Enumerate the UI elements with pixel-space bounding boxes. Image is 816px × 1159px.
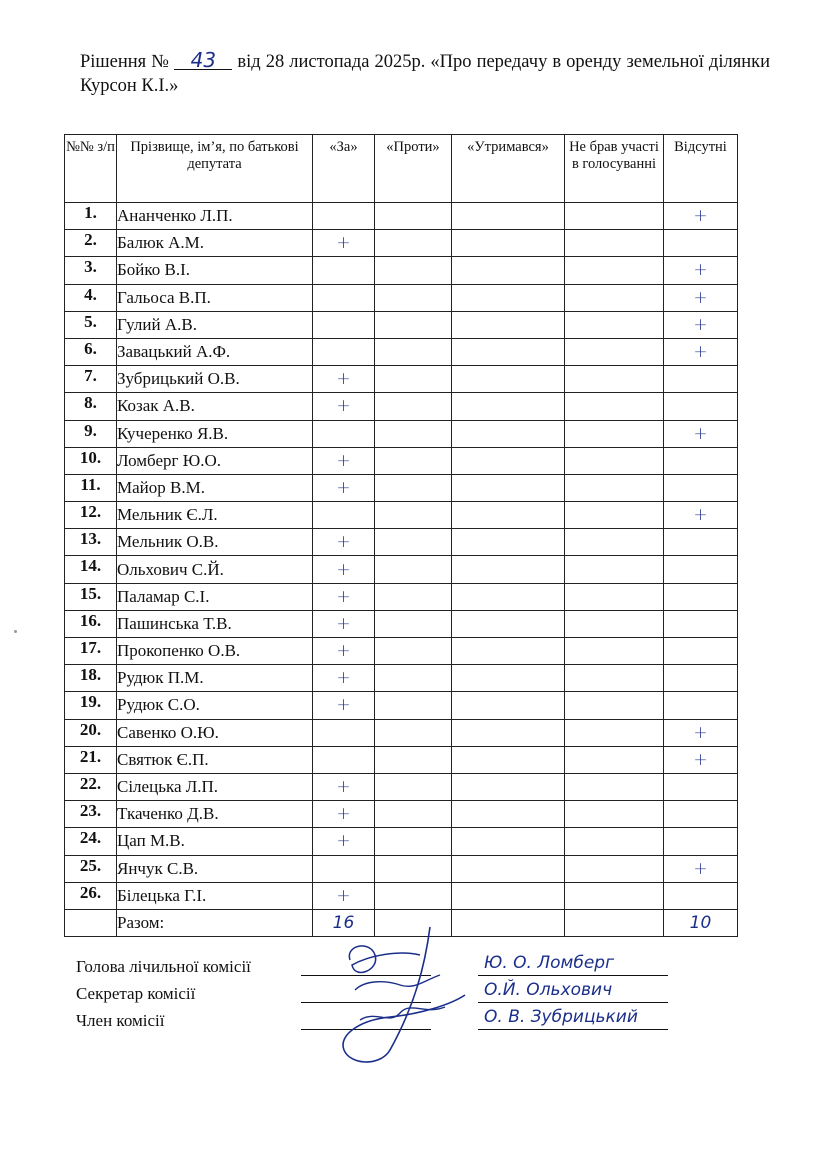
table-row [65,746,738,773]
vote-utrym-cell [452,692,565,719]
vote-proty-cell [375,828,452,855]
absent-mark: + [664,746,738,773]
table-row [65,665,738,692]
absent-mark: + [664,311,738,338]
vote-proty-cell [375,719,452,746]
vote-utrym-cell [452,502,565,529]
vote-proty-cell [375,801,452,828]
table-row [65,420,738,447]
row-number: 7. [65,366,117,393]
table-row [65,638,738,665]
col-ne-brav: Не брав участі в голосуванні [565,135,664,203]
table-row [65,447,738,474]
vote-utrym-cell [452,366,565,393]
vote-za-mark: + [313,366,375,393]
vote-za-mark: + [313,801,375,828]
vote-utrym-cell [452,311,565,338]
vote-nebrav-cell [565,855,664,882]
table-row [65,882,738,909]
decision-title [80,50,770,98]
table-row [65,311,738,338]
scan-speck [14,630,17,633]
deputy-name: Паламар С.І. [117,583,313,610]
deputy-name: Кучеренко Я.В. [117,420,313,447]
table-row [65,773,738,800]
chair-name: Ю. О. Ломберг [484,953,615,973]
absent-mark [664,366,738,393]
vote-proty-cell [375,447,452,474]
vote-utrym-cell [452,556,565,583]
deputy-name: Прокопенко О.В. [117,638,313,665]
vote-nebrav-cell [565,665,664,692]
vote-za-mark [313,420,375,447]
vote-proty-cell [375,855,452,882]
vote-proty-cell [375,338,452,365]
vote-za-mark: + [313,692,375,719]
vote-za-mark: + [313,583,375,610]
deputy-name: Цап М.В. [117,828,313,855]
member-role: Член комісії [76,1011,165,1030]
row-number: 18. [65,665,117,692]
absent-mark [664,828,738,855]
row-number: 19. [65,692,117,719]
deputy-name: Майор В.М. [117,474,313,501]
row-number: 20. [65,719,117,746]
table-row [65,474,738,501]
absent-mark [664,583,738,610]
deputy-name: Балюк А.М. [117,230,313,257]
vote-utrym-cell [452,230,565,257]
col-proty: «Проти» [375,135,452,203]
absent-mark [664,638,738,665]
vote-nebrav-cell [565,746,664,773]
row-number: 17. [65,638,117,665]
deputy-name: Зубрицький О.В. [117,366,313,393]
table-row [65,366,738,393]
vote-za-mark [313,855,375,882]
vote-proty-cell [375,203,452,230]
absent-mark: + [664,203,738,230]
vote-nebrav-cell [565,638,664,665]
vote-nebrav-cell [565,338,664,365]
vote-utrym-cell [452,447,565,474]
member-name: О. В. Зубрицький [484,1007,638,1027]
vote-nebrav-cell [565,366,664,393]
vote-za-mark [313,502,375,529]
row-number: 8. [65,393,117,420]
totals-za: 16 [313,909,375,936]
absent-mark [664,447,738,474]
row-number: 13. [65,529,117,556]
row-number: 10. [65,447,117,474]
vote-utrym-cell [452,665,565,692]
table-row [65,230,738,257]
deputy-name: Білецька Г.І. [117,882,313,909]
row-number: 3. [65,257,117,284]
vote-utrym-cell [452,882,565,909]
vote-utrym-cell [452,855,565,882]
absent-mark [664,556,738,583]
voting-table [64,134,738,937]
absent-mark: + [664,257,738,284]
vote-nebrav-cell [565,203,664,230]
table-row [65,203,738,230]
table-row [65,855,738,882]
totals-vidsutni: 10 [664,909,738,936]
vote-utrym-cell [452,719,565,746]
vote-za-mark [313,311,375,338]
absent-mark: + [664,719,738,746]
row-number: 22. [65,773,117,800]
vote-nebrav-cell [565,257,664,284]
col-vidsutni: Відсутні [664,135,738,203]
absent-mark [664,393,738,420]
absent-mark [664,529,738,556]
row-number: 14. [65,556,117,583]
absent-mark [664,773,738,800]
table-row [65,692,738,719]
absent-mark [664,610,738,637]
row-number: 5. [65,311,117,338]
vote-utrym-cell [452,583,565,610]
deputy-name: Гулий А.В. [117,311,313,338]
vote-nebrav-cell [565,420,664,447]
col-utrymavsya: «Утримався» [452,135,565,203]
table-row [65,583,738,610]
vote-nebrav-cell [565,311,664,338]
vote-nebrav-cell [565,556,664,583]
vote-za-mark: + [313,638,375,665]
table-row [65,529,738,556]
vote-proty-cell [375,610,452,637]
col-name: Прізвище, ім’я, по батькові депутата [117,135,313,203]
deputy-name: Пашинська Т.В. [117,610,313,637]
deputy-name: Мельник Є.Л. [117,502,313,529]
chair-role: Голова лічильної комісії [76,957,251,976]
name-line [478,1029,668,1030]
row-number: 23. [65,801,117,828]
deputy-name: Янчук С.В. [117,855,313,882]
vote-proty-cell [375,230,452,257]
table-row [65,719,738,746]
row-number: 11. [65,474,117,501]
vote-proty-cell [375,284,452,311]
table-row [65,828,738,855]
vote-za-mark [313,338,375,365]
vote-proty-cell [375,529,452,556]
deputy-name: Ольхович С.Й. [117,556,313,583]
vote-za-mark: + [313,556,375,583]
vote-nebrav-cell [565,882,664,909]
row-number: 2. [65,230,117,257]
vote-proty-cell [375,583,452,610]
totals-label: Разом: [117,909,313,936]
vote-nebrav-cell [565,828,664,855]
table-row [65,502,738,529]
decision-prefix: Рішення № [80,52,170,72]
vote-nebrav-cell [565,719,664,746]
deputy-name: Рудюк П.М. [117,665,313,692]
vote-proty-cell [375,366,452,393]
vote-proty-cell [375,692,452,719]
row-number: 15. [65,583,117,610]
deputy-name: Завацький А.Ф. [117,338,313,365]
vote-za-mark [313,746,375,773]
vote-utrym-cell [452,338,565,365]
absent-mark: + [664,338,738,365]
deputy-name: Бойко В.І. [117,257,313,284]
vote-za-mark: + [313,474,375,501]
table-body [65,203,738,910]
decision-number: 43 [174,51,232,70]
deputy-name: Ананченко Л.П. [117,203,313,230]
vote-nebrav-cell [565,230,664,257]
absent-mark: + [664,420,738,447]
vote-proty-cell [375,257,452,284]
deputy-name: Святюк Є.П. [117,746,313,773]
row-number: 1. [65,203,117,230]
vote-proty-cell [375,773,452,800]
vote-proty-cell [375,665,452,692]
vote-proty-cell [375,474,452,501]
vote-za-mark [313,719,375,746]
vote-nebrav-cell [565,773,664,800]
vote-nebrav-cell [565,447,664,474]
vote-nebrav-cell [565,529,664,556]
vote-utrym-cell [452,773,565,800]
totals-nebrav [565,909,664,936]
row-number: 6. [65,338,117,365]
vote-za-mark [313,284,375,311]
secretary-name: О.Й. Ольхович [484,980,613,1000]
vote-za-mark: + [313,665,375,692]
vote-nebrav-cell [565,583,664,610]
vote-za-mark: + [313,393,375,420]
vote-utrym-cell [452,284,565,311]
table-row [65,610,738,637]
deputy-name: Сілецька Л.П. [117,773,313,800]
vote-utrym-cell [452,746,565,773]
deputy-name: Савенко О.Ю. [117,719,313,746]
deputy-name: Козак А.В. [117,393,313,420]
absent-mark: + [664,284,738,311]
row-number: 25. [65,855,117,882]
totals-empty [65,909,117,936]
vote-za-mark: + [313,230,375,257]
vote-nebrav-cell [565,801,664,828]
vote-za-mark: + [313,529,375,556]
vote-proty-cell [375,311,452,338]
deputy-name: Рудюк С.О. [117,692,313,719]
vote-nebrav-cell [565,692,664,719]
absent-mark [664,692,738,719]
vote-proty-cell [375,638,452,665]
row-number: 9. [65,420,117,447]
absent-mark [664,230,738,257]
deputy-name: Ткаченко Д.В. [117,801,313,828]
table-row [65,801,738,828]
table-row [65,393,738,420]
row-number: 4. [65,284,117,311]
vote-nebrav-cell [565,610,664,637]
col-za: «За» [313,135,375,203]
vote-utrym-cell [452,529,565,556]
deputy-name: Ломберг Ю.О. [117,447,313,474]
table-header-row [65,135,738,203]
row-number: 12. [65,502,117,529]
vote-proty-cell [375,393,452,420]
vote-za-mark: + [313,828,375,855]
table-row [65,257,738,284]
col-number: №№ з/п [65,135,117,203]
deputy-name: Мельник О.В. [117,529,313,556]
vote-za-mark: + [313,882,375,909]
vote-nebrav-cell [565,502,664,529]
vote-nebrav-cell [565,393,664,420]
secretary-role: Секретар комісії [76,984,196,1003]
table-row [65,284,738,311]
decision-subject: від 28 листопада 2025р. «Про передачу в оренду земельної ділянки Курсон К.І.» [80,52,770,96]
absent-mark: + [664,502,738,529]
deputy-name: Гальоса В.П. [117,284,313,311]
handwritten-signature-icon [330,925,480,1070]
row-number: 21. [65,746,117,773]
absent-mark [664,665,738,692]
absent-mark [664,882,738,909]
absent-mark [664,474,738,501]
vote-utrym-cell [452,801,565,828]
vote-proty-cell [375,556,452,583]
vote-za-mark: + [313,447,375,474]
vote-utrym-cell [452,610,565,637]
table-row [65,556,738,583]
vote-utrym-cell [452,420,565,447]
vote-proty-cell [375,420,452,447]
vote-nebrav-cell [565,474,664,501]
name-line [478,975,668,976]
vote-utrym-cell [452,257,565,284]
vote-za-mark [313,203,375,230]
vote-utrym-cell [452,638,565,665]
vote-proty-cell [375,502,452,529]
name-line [478,1002,668,1003]
row-number: 16. [65,610,117,637]
vote-za-mark: + [313,610,375,637]
table-row [65,338,738,365]
absent-mark: + [664,855,738,882]
vote-proty-cell [375,882,452,909]
row-number: 24. [65,828,117,855]
vote-za-mark [313,257,375,284]
vote-utrym-cell [452,474,565,501]
vote-za-mark: + [313,773,375,800]
vote-utrym-cell [452,828,565,855]
absent-mark [664,801,738,828]
vote-nebrav-cell [565,284,664,311]
row-number: 26. [65,882,117,909]
vote-utrym-cell [452,393,565,420]
vote-utrym-cell [452,203,565,230]
vote-proty-cell [375,746,452,773]
